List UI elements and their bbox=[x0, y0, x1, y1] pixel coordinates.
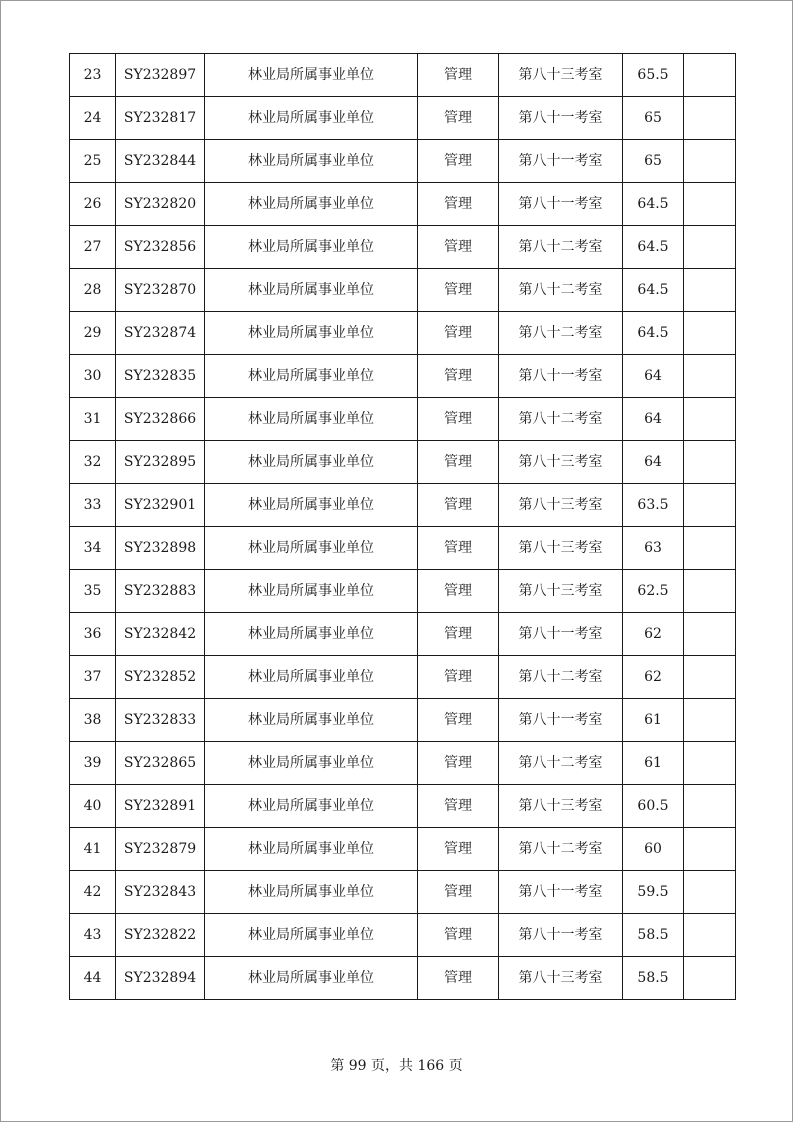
post-type-cell: 管理 bbox=[418, 871, 499, 914]
row-number-cell: 42 bbox=[70, 871, 116, 914]
unit-name-cell: 林业局所属事业单位 bbox=[205, 484, 418, 527]
score-cell: 61 bbox=[623, 742, 684, 785]
unit-name-cell: 林业局所属事业单位 bbox=[205, 441, 418, 484]
note-cell bbox=[684, 527, 736, 570]
exam-id-cell: SY232833 bbox=[116, 699, 205, 742]
exam-room-cell: 第八十一考室 bbox=[499, 613, 623, 656]
unit-name-cell: 林业局所属事业单位 bbox=[205, 527, 418, 570]
score-cell: 58.5 bbox=[623, 914, 684, 957]
table-row bbox=[70, 54, 736, 97]
row-number-cell: 24 bbox=[70, 97, 116, 140]
table-row bbox=[70, 570, 736, 613]
exam-id-cell: SY232874 bbox=[116, 312, 205, 355]
note-cell bbox=[684, 914, 736, 957]
table-row bbox=[70, 269, 736, 312]
exam-id-cell: SY232835 bbox=[116, 355, 205, 398]
post-type-cell: 管理 bbox=[418, 570, 499, 613]
exam-room-cell: 第八十三考室 bbox=[499, 54, 623, 97]
table-row bbox=[70, 97, 736, 140]
row-number-cell: 38 bbox=[70, 699, 116, 742]
score-cell: 60 bbox=[623, 828, 684, 871]
unit-name-cell: 林业局所属事业单位 bbox=[205, 785, 418, 828]
note-cell bbox=[684, 140, 736, 183]
row-number-cell: 23 bbox=[70, 54, 116, 97]
post-type-cell: 管理 bbox=[418, 957, 499, 1000]
row-number-cell: 43 bbox=[70, 914, 116, 957]
exam-room-cell: 第八十三考室 bbox=[499, 527, 623, 570]
post-type-cell: 管理 bbox=[418, 656, 499, 699]
page-footer: 第 99 页，共 166 页 bbox=[330, 1058, 463, 1074]
row-number-cell: 39 bbox=[70, 742, 116, 785]
table-row bbox=[70, 656, 736, 699]
score-cell: 62.5 bbox=[623, 570, 684, 613]
score-cell: 65 bbox=[623, 97, 684, 140]
row-number-cell: 32 bbox=[70, 441, 116, 484]
row-number-cell: 44 bbox=[70, 957, 116, 1000]
exam-id-cell: SY232879 bbox=[116, 828, 205, 871]
exam-room-cell: 第八十一考室 bbox=[499, 97, 623, 140]
unit-name-cell: 林业局所属事业单位 bbox=[205, 613, 418, 656]
unit-name-cell: 林业局所属事业单位 bbox=[205, 742, 418, 785]
exam-room-cell: 第八十一考室 bbox=[499, 871, 623, 914]
exam-room-cell: 第八十三考室 bbox=[499, 957, 623, 1000]
note-cell bbox=[684, 613, 736, 656]
table-row bbox=[70, 742, 736, 785]
note-cell bbox=[684, 828, 736, 871]
post-type-cell: 管理 bbox=[418, 226, 499, 269]
exam-id-cell: SY232866 bbox=[116, 398, 205, 441]
table-row bbox=[70, 914, 736, 957]
unit-name-cell: 林业局所属事业单位 bbox=[205, 312, 418, 355]
note-cell bbox=[684, 97, 736, 140]
note-cell bbox=[684, 699, 736, 742]
post-type-cell: 管理 bbox=[418, 97, 499, 140]
post-type-cell: 管理 bbox=[418, 355, 499, 398]
post-type-cell: 管理 bbox=[418, 441, 499, 484]
unit-name-cell: 林业局所属事业单位 bbox=[205, 269, 418, 312]
table-row bbox=[70, 484, 736, 527]
row-number-cell: 26 bbox=[70, 183, 116, 226]
exam-room-cell: 第八十二考室 bbox=[499, 656, 623, 699]
post-type-cell: 管理 bbox=[418, 398, 499, 441]
unit-name-cell: 林业局所属事业单位 bbox=[205, 54, 418, 97]
exam-room-cell: 第八十二考室 bbox=[499, 269, 623, 312]
note-cell bbox=[684, 656, 736, 699]
post-type-cell: 管理 bbox=[418, 312, 499, 355]
table-row bbox=[70, 355, 736, 398]
exam-id-cell: SY232865 bbox=[116, 742, 205, 785]
post-type-cell: 管理 bbox=[418, 140, 499, 183]
note-cell bbox=[684, 570, 736, 613]
post-type-cell: 管理 bbox=[418, 742, 499, 785]
exam-room-cell: 第八十三考室 bbox=[499, 785, 623, 828]
exam-id-cell: SY232820 bbox=[116, 183, 205, 226]
exam-room-cell: 第八十三考室 bbox=[499, 484, 623, 527]
note-cell bbox=[684, 226, 736, 269]
row-number-cell: 36 bbox=[70, 613, 116, 656]
exam-id-cell: SY232883 bbox=[116, 570, 205, 613]
note-cell bbox=[684, 441, 736, 484]
exam-room-cell: 第八十三考室 bbox=[499, 570, 623, 613]
post-type-cell: 管理 bbox=[418, 269, 499, 312]
score-cell: 64.5 bbox=[623, 183, 684, 226]
score-cell: 63 bbox=[623, 527, 684, 570]
post-type-cell: 管理 bbox=[418, 54, 499, 97]
unit-name-cell: 林业局所属事业单位 bbox=[205, 828, 418, 871]
table-row bbox=[70, 226, 736, 269]
row-number-cell: 28 bbox=[70, 269, 116, 312]
post-type-cell: 管理 bbox=[418, 699, 499, 742]
row-number-cell: 31 bbox=[70, 398, 116, 441]
post-type-cell: 管理 bbox=[418, 914, 499, 957]
exam-room-cell: 第八十一考室 bbox=[499, 914, 623, 957]
table-row bbox=[70, 828, 736, 871]
score-cell: 62 bbox=[623, 656, 684, 699]
post-type-cell: 管理 bbox=[418, 613, 499, 656]
note-cell bbox=[684, 269, 736, 312]
table-row bbox=[70, 441, 736, 484]
score-cell: 64 bbox=[623, 441, 684, 484]
table-row bbox=[70, 183, 736, 226]
table-body bbox=[70, 54, 736, 1000]
exam-room-cell: 第八十二考室 bbox=[499, 828, 623, 871]
exam-id-cell: SY232844 bbox=[116, 140, 205, 183]
score-cell: 61 bbox=[623, 699, 684, 742]
table-row bbox=[70, 527, 736, 570]
unit-name-cell: 林业局所属事业单位 bbox=[205, 570, 418, 613]
exam-room-cell: 第八十一考室 bbox=[499, 699, 623, 742]
score-cell: 58.5 bbox=[623, 957, 684, 1000]
exam-id-cell: SY232856 bbox=[116, 226, 205, 269]
table-row bbox=[70, 957, 736, 1000]
post-type-cell: 管理 bbox=[418, 484, 499, 527]
exam-id-cell: SY232817 bbox=[116, 97, 205, 140]
unit-name-cell: 林业局所属事业单位 bbox=[205, 699, 418, 742]
unit-name-cell: 林业局所属事业单位 bbox=[205, 140, 418, 183]
table-row bbox=[70, 140, 736, 183]
note-cell bbox=[684, 785, 736, 828]
score-cell: 65 bbox=[623, 140, 684, 183]
exam-room-cell: 第八十一考室 bbox=[499, 140, 623, 183]
score-cell: 59.5 bbox=[623, 871, 684, 914]
exam-id-cell: SY232897 bbox=[116, 54, 205, 97]
row-number-cell: 40 bbox=[70, 785, 116, 828]
unit-name-cell: 林业局所属事业单位 bbox=[205, 398, 418, 441]
row-number-cell: 27 bbox=[70, 226, 116, 269]
score-table bbox=[69, 53, 736, 1000]
exam-room-cell: 第八十二考室 bbox=[499, 742, 623, 785]
score-cell: 64.5 bbox=[623, 226, 684, 269]
exam-room-cell: 第八十二考室 bbox=[499, 312, 623, 355]
row-number-cell: 25 bbox=[70, 140, 116, 183]
row-number-cell: 29 bbox=[70, 312, 116, 355]
score-cell: 64 bbox=[623, 398, 684, 441]
exam-room-cell: 第八十一考室 bbox=[499, 183, 623, 226]
note-cell bbox=[684, 355, 736, 398]
exam-id-cell: SY232894 bbox=[116, 957, 205, 1000]
note-cell bbox=[684, 742, 736, 785]
score-cell: 60.5 bbox=[623, 785, 684, 828]
note-cell bbox=[684, 871, 736, 914]
exam-id-cell: SY232870 bbox=[116, 269, 205, 312]
note-cell bbox=[684, 183, 736, 226]
post-type-cell: 管理 bbox=[418, 828, 499, 871]
note-cell bbox=[684, 484, 736, 527]
table-row bbox=[70, 785, 736, 828]
score-cell: 62 bbox=[623, 613, 684, 656]
table-row bbox=[70, 699, 736, 742]
score-cell: 64.5 bbox=[623, 312, 684, 355]
exam-room-cell: 第八十三考室 bbox=[499, 441, 623, 484]
unit-name-cell: 林业局所属事业单位 bbox=[205, 656, 418, 699]
post-type-cell: 管理 bbox=[418, 527, 499, 570]
table-row bbox=[70, 871, 736, 914]
table-row bbox=[70, 312, 736, 355]
post-type-cell: 管理 bbox=[418, 183, 499, 226]
unit-name-cell: 林业局所属事业单位 bbox=[205, 183, 418, 226]
unit-name-cell: 林业局所属事业单位 bbox=[205, 957, 418, 1000]
table-row bbox=[70, 398, 736, 441]
note-cell bbox=[684, 54, 736, 97]
unit-name-cell: 林业局所属事业单位 bbox=[205, 914, 418, 957]
note-cell bbox=[684, 312, 736, 355]
exam-room-cell: 第八十二考室 bbox=[499, 398, 623, 441]
unit-name-cell: 林业局所属事业单位 bbox=[205, 871, 418, 914]
unit-name-cell: 林业局所属事业单位 bbox=[205, 226, 418, 269]
exam-id-cell: SY232895 bbox=[116, 441, 205, 484]
exam-id-cell: SY232842 bbox=[116, 613, 205, 656]
exam-room-cell: 第八十一考室 bbox=[499, 355, 623, 398]
row-number-cell: 41 bbox=[70, 828, 116, 871]
post-type-cell: 管理 bbox=[418, 785, 499, 828]
exam-id-cell: SY232901 bbox=[116, 484, 205, 527]
table-row bbox=[70, 613, 736, 656]
note-cell bbox=[684, 957, 736, 1000]
row-number-cell: 37 bbox=[70, 656, 116, 699]
unit-name-cell: 林业局所属事业单位 bbox=[205, 97, 418, 140]
note-cell bbox=[684, 398, 736, 441]
row-number-cell: 33 bbox=[70, 484, 116, 527]
exam-id-cell: SY232843 bbox=[116, 871, 205, 914]
row-number-cell: 34 bbox=[70, 527, 116, 570]
exam-room-cell: 第八十二考室 bbox=[499, 226, 623, 269]
unit-name-cell: 林业局所属事业单位 bbox=[205, 355, 418, 398]
score-cell: 64 bbox=[623, 355, 684, 398]
row-number-cell: 30 bbox=[70, 355, 116, 398]
exam-id-cell: SY232822 bbox=[116, 914, 205, 957]
row-number-cell: 35 bbox=[70, 570, 116, 613]
exam-id-cell: SY232898 bbox=[116, 527, 205, 570]
exam-id-cell: SY232852 bbox=[116, 656, 205, 699]
score-cell: 64.5 bbox=[623, 269, 684, 312]
exam-id-cell: SY232891 bbox=[116, 785, 205, 828]
score-cell: 65.5 bbox=[623, 54, 684, 97]
score-cell: 63.5 bbox=[623, 484, 684, 527]
